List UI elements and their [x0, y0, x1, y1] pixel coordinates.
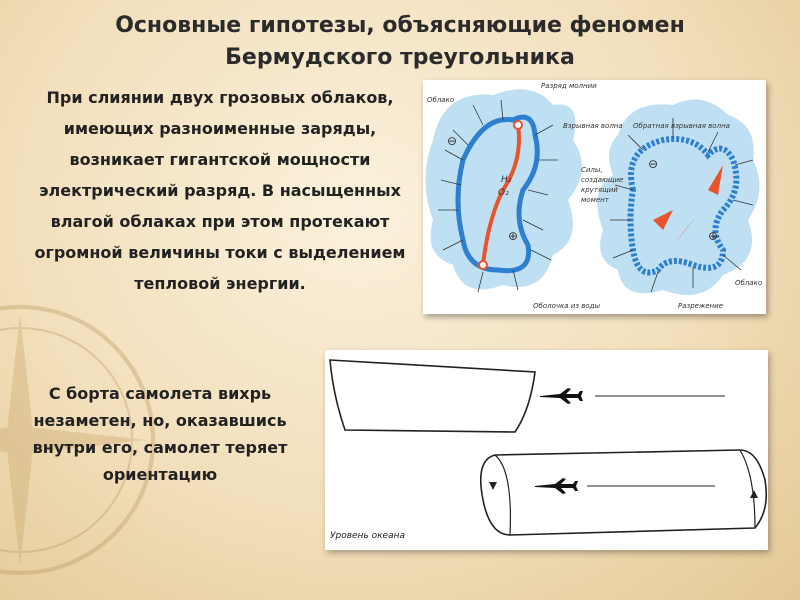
label-lightning: Разряд молнии: [541, 82, 597, 90]
label-cloud-right: Облако: [735, 279, 763, 287]
clouds-illustration: [423, 80, 766, 314]
clouds-svg: [423, 80, 766, 314]
label-o2: O₂: [498, 188, 509, 198]
label-forces-3: крутящий: [581, 186, 618, 194]
plus-sign-right: ⊕: [708, 229, 719, 243]
label-water-shell: Оболочка из воды: [533, 302, 601, 310]
paragraph-clouds: При слиянии двух грозовых облаков, имеющих разноименные заряды, возникает гигантской мощности электрический разряд. В насыщенных влагой облаках при этом протекают огромной величины токи с выделением тепловой энергии.: [34, 88, 406, 293]
label-h2: H₂: [501, 175, 512, 185]
label-reverse-blast: Обратная взрывная волна: [633, 122, 730, 130]
vortex-lower-shape: [481, 450, 767, 535]
slide-title: [40, 10, 760, 74]
minus-sign-left: ⊖: [447, 134, 458, 148]
airplane-icon: [540, 388, 583, 404]
label-ocean-level: Уровень океана: [330, 531, 405, 541]
vortex-upper-shape: [330, 360, 535, 432]
plus-sign-left: ⊕: [508, 229, 519, 243]
airplane-icon: [535, 478, 578, 494]
vortex-illustration: [325, 350, 768, 550]
label-forces-2: создающие: [581, 176, 624, 184]
minus-sign-right: ⊖: [648, 157, 659, 171]
label-rarefaction: Разрежение: [678, 302, 724, 310]
label-cloud-left: Облако: [427, 96, 455, 104]
label-blast-wave: Взрывная волна: [563, 122, 623, 130]
label-forces-1: Силы,: [581, 166, 603, 174]
title-line-2: Бермудского треугольника: [225, 45, 575, 70]
vortex-svg: [325, 350, 768, 550]
paragraph-vortex: С борта самолета вихрь незаметен, но, оказавшись внутри его, самолет теряет ориентацию: [32, 384, 288, 484]
title-line-1: Основные гипотезы, объясняющие феномен: [115, 13, 685, 38]
label-forces-4: момент: [581, 196, 609, 204]
